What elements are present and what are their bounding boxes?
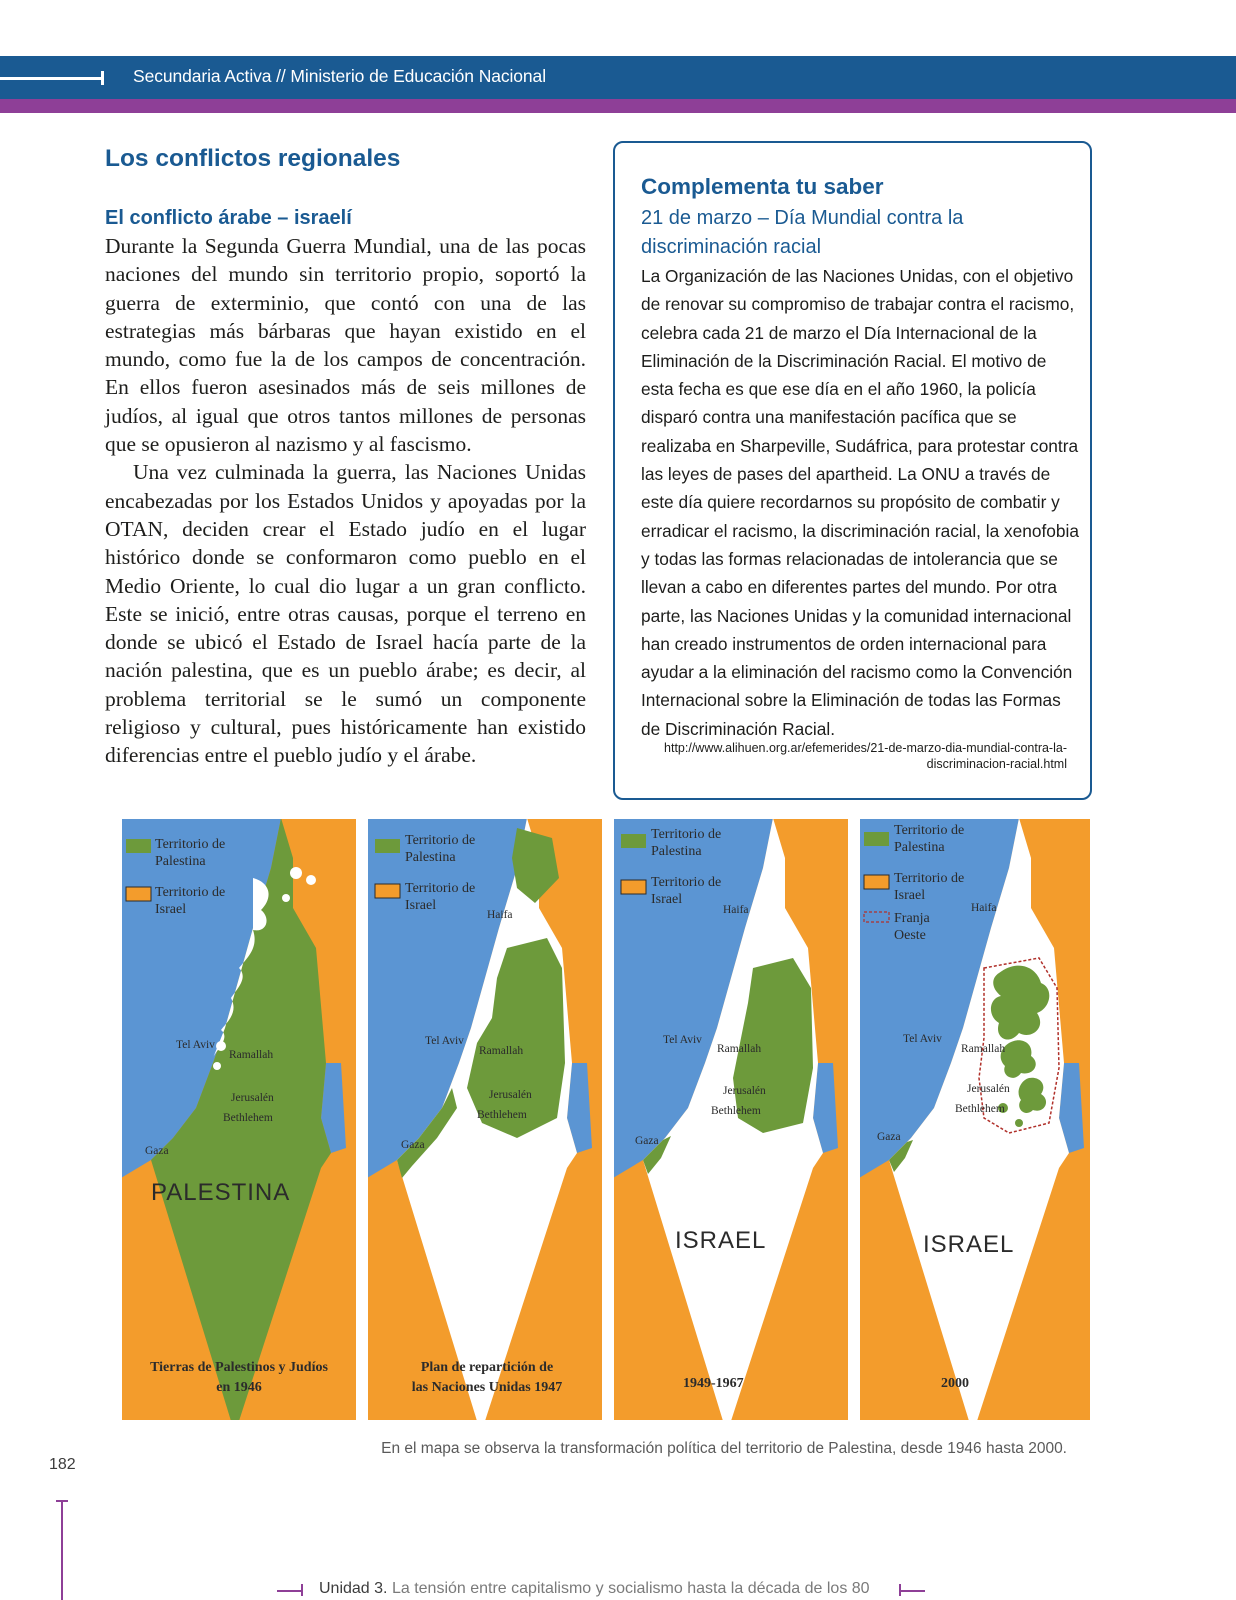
margin-rule [61, 1500, 63, 1600]
legend-label-palestine: Territorio de Palestina [651, 827, 722, 859]
city-label-gaza: Gaza [401, 1139, 425, 1151]
palestine-maps-figure [121, 818, 1091, 1421]
legend-swatch-israel [621, 880, 646, 894]
city-label-ramallah: Ramallah [229, 1049, 274, 1061]
city-label-bethlehem: Bethlehem [711, 1105, 761, 1117]
city-label-tel-aviv: Tel Aviv [663, 1034, 702, 1046]
city-label-ramallah: Ramallah [961, 1043, 1006, 1055]
map-caption: Plan de repartición de [420, 1360, 554, 1375]
legend-swatch-israel [375, 884, 400, 898]
legend-label-israel: Territorio de Israel [651, 875, 722, 907]
map-big-label: ISRAEL [923, 1231, 1015, 1258]
city-label-gaza: Gaza [635, 1135, 659, 1147]
map-panel-2000 [859, 818, 1091, 1421]
legend-swatch-israel [864, 875, 889, 889]
city-label-ramallah: Ramallah [479, 1045, 524, 1057]
jewish-settlement [213, 1062, 221, 1070]
city-label-haifa: Haifa [487, 909, 513, 921]
map-caption: las Naciones Unidas 1947 [411, 1380, 563, 1395]
legend-label-israel: Territorio de Israel [155, 885, 226, 917]
legend-label-west-bank: Franja Oeste [894, 911, 930, 943]
jewish-settlement [306, 875, 316, 885]
legend-swatch-palestine [375, 839, 400, 853]
footer-rule-right-tick [899, 1584, 901, 1596]
map-panel-1947 [367, 818, 603, 1421]
header-title: Secundaria Activa // Ministerio de Educación Nacional [133, 66, 546, 86]
legend-swatch-palestine [621, 834, 646, 848]
map-panel-1949-1967 [613, 818, 849, 1421]
body-text [105, 232, 586, 770]
city-label-tel-aviv: Tel Aviv [425, 1035, 464, 1047]
map-caption: 1949-1967 [683, 1376, 744, 1391]
legend-label-palestine: Territorio de Palestina [405, 833, 476, 865]
section-title: Los conflictos regionales [105, 145, 401, 172]
legend-label-palestine: Territorio de Palestina [894, 823, 965, 855]
footer-title: La tensión entre capitalismo y socialismo hasta la década de los 80 [391, 1580, 870, 1597]
jewish-settlement [290, 867, 302, 879]
jewish-settlement [216, 1041, 226, 1051]
map-panel-1946 [121, 818, 357, 1421]
legend-label-israel: Territorio de Israel [894, 871, 965, 903]
jewish-settlement [282, 894, 290, 902]
info-box-source: http://www.alihuen.org.ar/efemerides/21-de-marzo-dia-mundial-contra-la-discriminacion-racial.html [664, 741, 1067, 771]
map-caption: Tierras de Palestinos y Judíos [150, 1360, 328, 1375]
legend-swatch-palestine [864, 832, 889, 846]
subsection-title: El conflicto árabe – israelí [105, 207, 352, 229]
map-big-label: ISRAEL [675, 1227, 767, 1254]
palestinian-area [1015, 1119, 1023, 1127]
footer-rule-left [277, 1590, 303, 1592]
city-label-tel-aviv: Tel Aviv [903, 1033, 942, 1045]
city-label-gaza: Gaza [877, 1131, 901, 1143]
header-rule [0, 77, 103, 80]
map-caption: 2000 [941, 1376, 969, 1391]
map-big-label: PALESTINA [151, 1179, 291, 1206]
legend-swatch-palestine [126, 839, 151, 853]
header-rule-tick [101, 71, 104, 85]
footer-unit: Unidad 3. [319, 1580, 388, 1597]
footer-rule-right [899, 1590, 925, 1592]
palestinian-area [1019, 1078, 1046, 1113]
city-label-jerusalem: Jerusalén [231, 1092, 274, 1104]
city-label-bethlehem: Bethlehem [223, 1112, 273, 1124]
city-label-gaza: Gaza [145, 1145, 169, 1157]
footer-text [319, 1580, 870, 1598]
footer-rule-left-tick [301, 1584, 303, 1596]
city-label-bethlehem: Bethlehem [477, 1109, 527, 1121]
info-box-text: La Organización de las Naciones Unidas, con el objetivo de renovar su compromiso de trabajar contra el racismo, celebra cada 21 de marzo el Día Internacional de la Eliminación de la Discriminación Racial. El motivo de esta fecha es que ese día en el año 1960, la policía disparó contra una manifestación pacífica que se realizaba en Sharpeville, Sudáfrica, para protestar contra las leyes de pases del apartheid. La ONU a través de este día quiere recordarnos su propósito de combatir y erradicar el racismo, la discriminación racial, la xenofobia y todas las formas relacionadas de intolerancia que se llevan a cabo en diferentes partes del mundo. Por otra parte, las Naciones Unidas y la comunidad internacional han creado instrumentos de orden internacional para ayudar a la eliminación del racismo como la Convención Internacional sobre la Eliminación de todas las Formas de Discriminación Racial. [641, 266, 1079, 739]
page-number: 182 [49, 1456, 76, 1473]
city-label-haifa: Haifa [723, 904, 749, 916]
figure-caption: En el mapa se observa la transformación política del territorio de Palestina, desde 1946 hasta 2000. [381, 1440, 1067, 1457]
city-label-bethlehem: Bethlehem [955, 1103, 1005, 1115]
body-paragraph: Durante la Segunda Guerra Mundial, una de las pocas naciones del mundo sin territorio propio, soportó la guerra de exterminio, que contó con una de las estrategias más bárbaras que hayan existido en el mundo, como fue la de los campos de concentración. En ellos fueron asesinados más de seis millones de judíos, al igual que otros tantos millones de personas que se opusieron al nazismo y al fascismo. [105, 234, 586, 457]
city-label-haifa: Haifa [971, 902, 997, 914]
info-box-title: Complementa tu saber [641, 174, 884, 199]
body-paragraph: Una vez culminada la guerra, las Naciones Unidas encabezadas por los Estados Unidos y apoyadas por la OTAN, deciden crear el Estado judío en el lugar histórico donde se conformaron como pueblo en el Medio Oriente, lo cual dio lugar a un gran conflicto. Este se inició, entre otras causas, porque el terreno en donde se ubicó el Estado de Israel hacía parte de la nación palestina, que es un pueblo árabe; es decir, al problema territorial se le sumó un componente religioso y cultural, pues históricamente han existido diferencias entre el pueblo judío y el árabe. [105, 460, 586, 768]
map-caption: en 1946 [216, 1380, 262, 1395]
city-label-jerusalem: Jerusalén [489, 1089, 532, 1101]
city-label-ramallah: Ramallah [717, 1043, 762, 1055]
city-label-jerusalem: Jerusalén [723, 1085, 766, 1097]
city-label-tel-aviv: Tel Aviv [176, 1039, 215, 1051]
header-accent-stripe [0, 99, 1236, 113]
info-box-subtitle: 21 de marzo – Día Mundial contra la discriminación racial [641, 207, 964, 258]
city-label-jerusalem: Jerusalén [967, 1083, 1010, 1095]
legend-swatch-israel [126, 887, 151, 901]
legend-label-israel: Territorio de Israel [405, 881, 476, 913]
legend-label-palestine: Territorio de Palestina [155, 837, 226, 869]
